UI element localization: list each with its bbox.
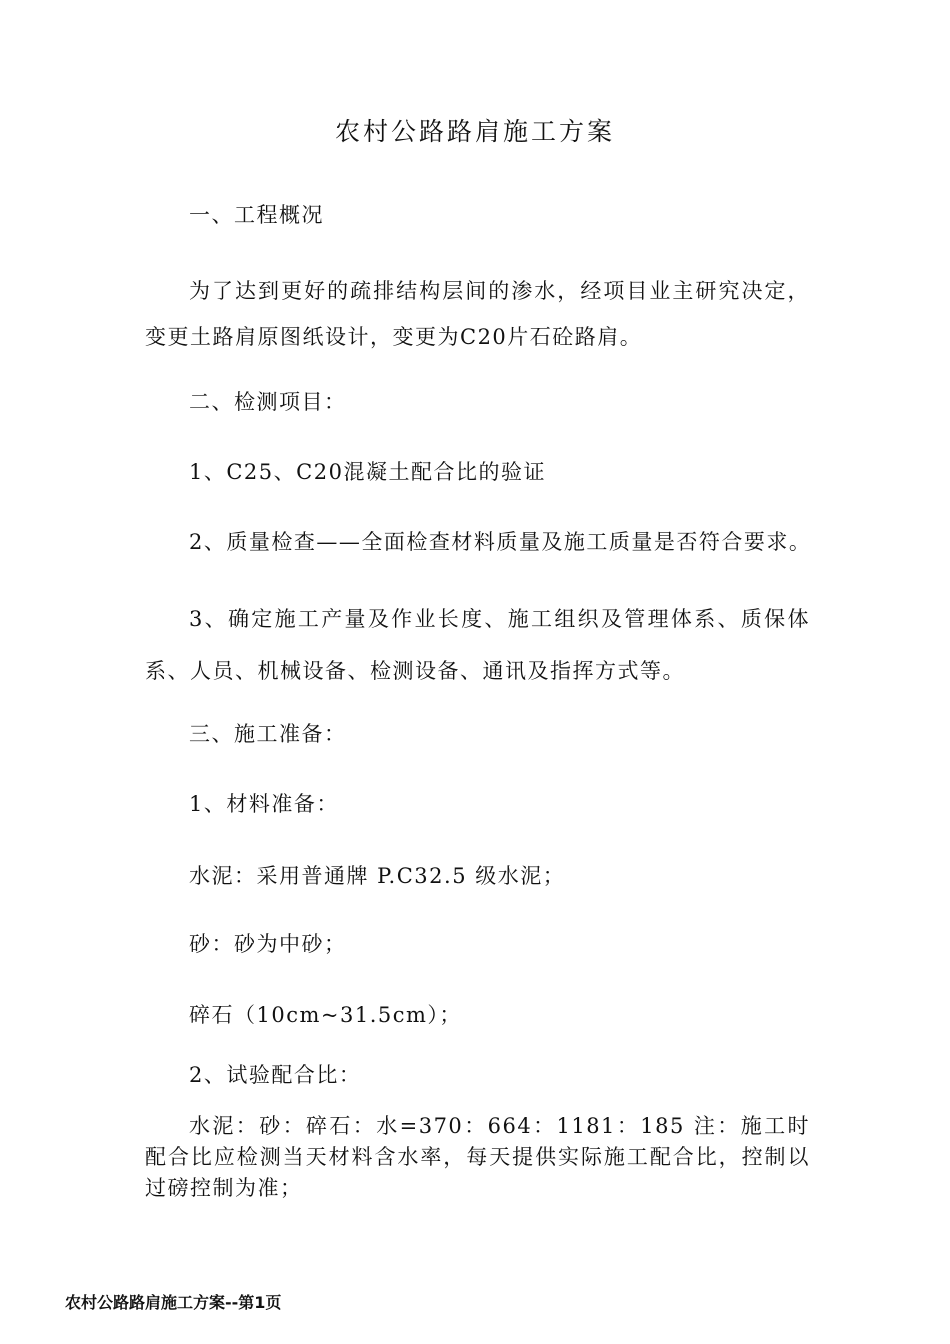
page-footer: 农村公路路肩施工方案--第1页 — [65, 1293, 282, 1312]
inspection-item-3: 3、确定施工产量及作业长度、施工组织及管理体系、质保体系、人员、机械设备、检测设备、通讯及指挥方式等。 — [145, 607, 810, 683]
cement-spec: 水泥：采用普通牌 P.C32.5 级水泥； — [189, 864, 566, 888]
material-prep-heading: 1、材料准备： — [189, 792, 339, 816]
inspection-item-1: 1、C25、C20混凝土配合比的验证 — [189, 460, 546, 484]
mix-ratio-paragraph: 水泥：砂：碎石：水=370：664：1181：185 注：施工时配合比应检测当天材料含水率，每天提供实际施工配合比，控制以过磅控制为准； — [145, 1114, 810, 1200]
mix-ratio-heading: 2、试验配合比： — [189, 1063, 362, 1087]
gravel-spec: 碎石（10cm~31.5cm）； — [189, 1003, 462, 1027]
overview-paragraph: 为了达到更好的疏排结构层间的渗水，经项目业主研究决定，变更土路肩原图纸设计，变更为C20片石砼路肩。 — [145, 279, 810, 349]
sand-spec: 砂：砂为中砂； — [189, 932, 347, 956]
section-heading-inspection: 二、检测项目： — [189, 390, 347, 414]
inspection-item-2: 2、质量检查——全面检查材料质量及施工质量是否符合要求。 — [189, 530, 812, 554]
document-title: 农村公路路肩施工方案 — [334, 117, 615, 146]
section-heading-preparation: 三、施工准备： — [189, 722, 347, 746]
section-heading-overview: 一、工程概况 — [189, 203, 324, 227]
